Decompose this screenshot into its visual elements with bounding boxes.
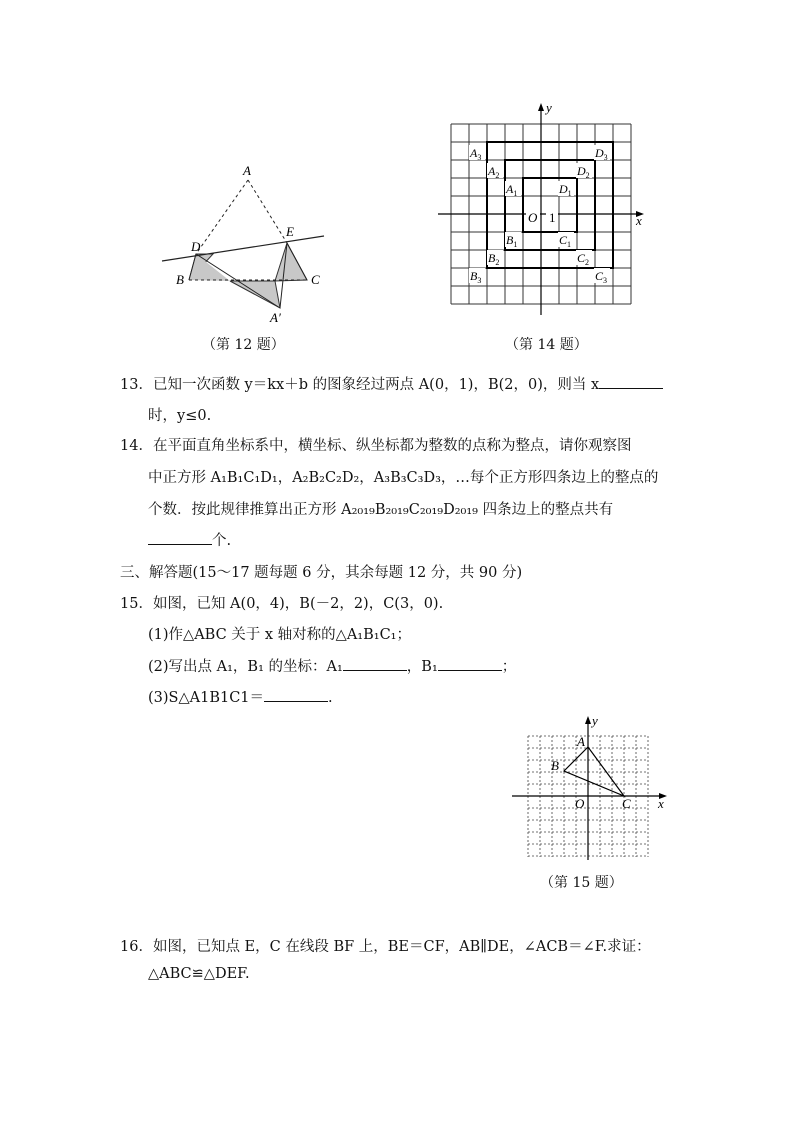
label-a: A [577,734,585,749]
q13-line2: 时，y≤0. [148,408,212,424]
q13-line1: 13．已知一次函数 y＝kx＋b 的图象经过两点 A(0，1)，B(2，0)，则当 x [120,373,663,394]
shaded-triangle-bottom [230,281,280,308]
y-arrow [585,716,591,724]
point-label-b1: $B_1$ [506,233,518,249]
point-label-a3: $A_3$ [470,146,482,162]
shaded-triangle-right [275,243,307,281]
q15-b1-blank[interactable] [438,656,502,671]
figure-12 [150,160,335,330]
point-label-c3: $C_3$ [595,269,608,285]
label-c: C [311,272,320,287]
section-3-heading: 三、解答题(15～17 题每题 6 分，其余每题 12 分，共 90 分) [120,565,523,581]
q15-area-blank[interactable] [264,687,328,702]
point-label-a2: $A_2$ [488,164,500,180]
point-label-b2: $B_2$ [488,251,500,267]
y-arrow [538,103,544,111]
q13-answer-blank[interactable] [599,374,663,389]
point-label-d2: $D_2$ [577,164,590,180]
figure-14 [435,100,650,315]
q15-a1-blank[interactable] [343,656,407,671]
figure-15 [505,712,675,862]
point-label-b3: $B_3$ [470,269,482,285]
line-de [162,236,324,261]
point-label-a1: $A_1$ [506,182,518,198]
q14-line1: 14．在平面直角坐标系中，横坐标、纵坐标都为整数的点称为整点，请你观察图 [120,438,632,454]
q14-line4: 个. [148,529,231,550]
y-label: y [546,100,552,115]
q14-line3: 个数．按此规律推算出正方形 A₂₀₁₉B₂₀₁₉C₂₀₁₉D₂₀₁₉ 四条边上的整点共有 [148,502,614,518]
point-label-d1: $D_1$ [559,182,572,198]
dash-ae [248,180,287,243]
label-d: D [191,239,201,254]
q15-line1: 15．如图，已知 A(0，4)，B(－2，2)，C(3，0). [120,596,444,612]
q15-part1: (1)作△ABC 关于 x 轴对称的△A₁B₁C₁； [148,627,411,643]
x-label: x [658,796,664,811]
q16-line1: 16．如图，已知点 E，C 在线段 BF 上，BE＝CF，AB∥DE，∠ACB＝∠F.求证： [120,939,651,955]
label-c: C [622,796,631,811]
label-e: E [286,224,294,239]
x-label: x [636,213,642,228]
q15-part2: (2)写出点 A₁，B₁ 的坐标：A₁ ，B₁ ； [148,655,516,676]
q16-line2: △ABC≌△DEF. [148,966,250,982]
triangle-abc [564,747,624,796]
one-label: 1 [549,210,556,225]
label-b: B [551,758,559,773]
q14-line2: 中正方形 A₁B₁C₁D₁，A₂B₂C₂D₂，A₃B₃C₃D₃，…每个正方形四条边上的整点的 [148,470,659,486]
y-label: y [592,713,598,728]
fig12-caption: （第 12 题） [202,337,285,353]
label-a-prime: A′ [270,310,281,325]
point-label-c2: $C_2$ [577,251,590,267]
fig14-caption: （第 14 题） [505,337,588,353]
dash-ad [196,180,248,254]
label-a: A [243,163,251,178]
q15-part3: (3)S△A1B1C1＝ . [148,686,333,707]
point-label-d3: $D_3$ [595,146,608,162]
label-b: B [176,272,184,287]
point-label-c1: $C_1$ [559,233,572,249]
fig15-caption: （第 15 题） [540,875,623,891]
q14-answer-blank[interactable] [148,530,212,545]
origin-label: O [528,210,538,225]
origin-label: O [575,796,585,811]
